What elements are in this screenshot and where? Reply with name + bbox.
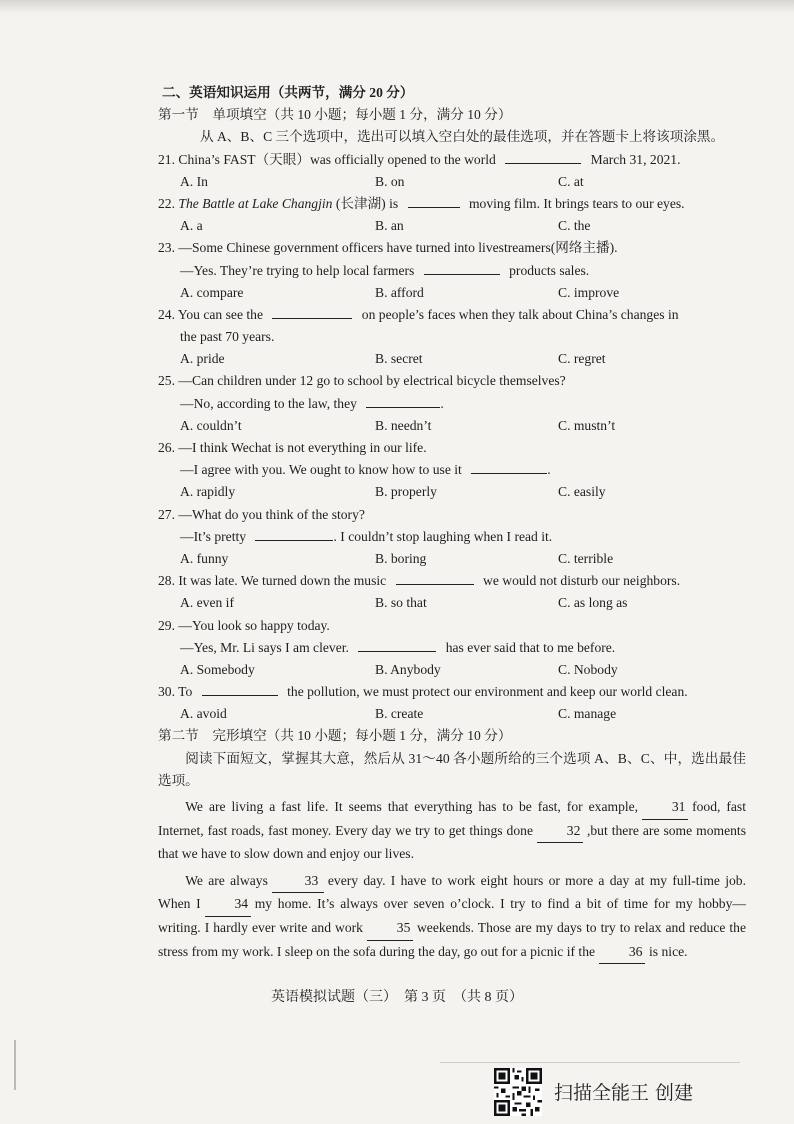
q22-film-title: The Battle at Lake Changjin [178,195,333,211]
cloze-p2-b: every day. I have to work eight hours or more a day at my full-time job. When I [158,872,746,912]
q21-stem-a: China’s FAST（天眼）was officially opened to the world [178,151,496,167]
q25-option-c: C. mustn’t [558,417,616,433]
question-28 [158,570,758,592]
q25-line2-b: . [440,395,444,411]
q27-options [158,548,758,570]
q28-blank [396,572,474,585]
part2-instruction: 阅读下面短文，掌握其大意，然后从 31～40 各小题所给的三个选项 A、B、C、中，选出最佳选项。 [158,750,746,788]
question-24 [158,304,758,326]
q28-stem-b: we would not disturb our neighbors. [483,573,681,589]
q28-options [158,592,758,614]
q26-options [158,481,758,503]
q23-number: 23. [158,240,175,256]
q23-line2-b: products sales. [509,262,590,278]
q29-line2-b: has ever said that to me before. [445,639,616,655]
q25-options [158,415,758,437]
q28-option-c: C. as long as [558,595,628,611]
q22-blank [408,195,460,208]
cloze-blank-32: 32 [537,820,583,844]
q29-options [158,659,758,681]
q30-number: 30. [158,684,175,700]
q23-line2-a: —Yes. They’re trying to help local farmers [180,262,415,278]
q25-line2-a: —No, according to the law, they [180,395,357,411]
q27-option-b: B. boring [375,550,427,566]
cloze-blank-33: 33 [272,870,324,894]
q26-option-a: A. rapidly [180,484,236,500]
q26-line2-a: —I agree with you. We ought to know how to use it [180,462,462,478]
q28-option-a: A. even if [180,595,234,611]
q25-option-a: A. couldn’t [180,417,242,433]
q30-blank [202,683,278,696]
q27-line1: —What do you think of the story? [178,506,365,522]
question-29 [158,615,758,637]
section-title: 二、英语知识运用（共两节，满分 20 分） [162,85,414,100]
q24-number: 24. [158,306,175,322]
scanner-watermark: 扫描全能王 创建 [554,1082,694,1104]
q29-blank [358,639,436,652]
cloze-p1-c: ,but there are some moments that we have to slow down and enjoy our lives. [158,822,746,862]
cloze-p2-d: weekends. Those are my days to try to relax and reduce the stress from my work. I sleep on the sofa during the day, go out for a picnic if the [158,920,747,959]
question-30 [158,681,758,703]
q23-option-a: A. compare [180,284,244,300]
page-content [158,82,758,964]
q27-line2-b: . I couldn’t stop laughing when I read it. [333,528,553,544]
q25-line1: —Can children under 12 go to school by electrical bicycle themselves? [178,373,566,389]
q24-option-b: B. secret [375,351,423,367]
q29-response [158,637,758,659]
question-21 [158,149,758,171]
q23-option-b: B. afford [375,284,424,300]
q25-number: 25. [158,373,175,389]
cloze-p2-c: my home. It’s always over seven o’clock. I try to find a bit of time for my hobby—writing. I hardly ever write and work [158,896,746,935]
q21-blank [505,151,581,164]
q30-option-b: B. create [375,706,424,722]
cloze-p2-a: We are always [185,872,268,888]
q26-blank [471,461,547,474]
cloze-p2-e: is nice. [649,943,688,959]
q27-line2-a: —It’s pretty [180,528,247,544]
q27-response [158,526,758,548]
q27-blank [255,528,333,541]
q22-stem-a2: (长津湖) is [332,195,399,211]
qr-code-icon [494,1068,542,1116]
q28-number: 28. [158,573,175,589]
q29-option-b: B. Anybody [375,661,441,677]
question-25 [158,370,758,392]
q24-stem-b: on people’s faces when they talk about China’s changes in [361,306,679,322]
q26-option-c: C. easily [558,484,606,500]
q29-option-c: C. Nobody [558,661,618,677]
q25-blank [366,395,440,408]
q29-number: 29. [158,617,175,633]
cloze-p1-a: We are living a fast life. It seems that everything has to be fast, for example, [185,799,639,815]
question-26 [158,437,758,459]
q21-stem-b: March 31, 2021. [590,151,681,167]
scan-edge-mark [14,1040,16,1090]
cloze-paragraph-2 [158,870,746,964]
cloze-blank-31: 31 [642,796,688,820]
q21-number: 21. [158,151,175,167]
q22-number: 22. [158,195,175,211]
question-27 [158,504,758,526]
q24-option-a: A. pride [180,351,225,367]
q23-option-c: C. improve [558,284,620,300]
q23-blank [424,262,500,275]
q21-options [158,171,758,193]
part1-instruction: 从 A、B、C 三个选项中，选出可以填入空白处的最佳选项，并在答题卡上将该项涂黑。 [200,129,725,145]
part1-title: 第一节 单项填空（共 10 小题；每小题 1 分，满分 10 分） [158,107,512,123]
cloze-blank-34: 34 [205,893,251,917]
q22-stem-b: moving film. It brings tears to our eyes. [468,195,685,211]
q21-option-c: C. at [558,173,584,189]
q27-number: 27. [158,506,175,522]
q22-option-b: B. an [375,218,404,234]
q30-stem-b: the pollution, we must protect our environment and keep our world clean. [287,684,688,700]
q28-option-b: B. so that [375,595,427,611]
q24-option-c: C. regret [558,351,606,367]
q24-blank [272,306,352,319]
q24-stem-a: You can see the [177,306,263,322]
scan-shadow [0,0,794,14]
q29-line2-a: —Yes, Mr. Li says I am clever. [180,639,349,655]
footer-divider [440,1062,740,1063]
part2-title: 第二节 完形填空（共 10 小题；每小题 1 分，满分 10 分） [158,728,512,744]
q28-stem-a: It was late. We turned down the music [178,573,387,589]
q21-option-b: B. on [375,173,405,189]
q26-line2-b: . [547,462,551,478]
q21-option-a: A. In [180,173,208,189]
question-22 [158,193,758,215]
q25-response [158,393,758,415]
q26-response [158,459,758,481]
q26-option-b: B. properly [375,484,437,500]
q22-option-a: A. a [180,218,203,234]
q30-option-c: C. manage [558,706,617,722]
q30-stem-a: To [178,684,193,700]
q24-options [158,348,758,370]
cloze-blank-35: 35 [367,917,413,941]
q26-line1: —I think Wechat is not everything in our life. [178,440,427,455]
q25-option-b: B. needn’t [375,417,432,433]
q24-stem-c: the past 70 years. [180,329,275,345]
q27-option-c: C. terrible [558,550,614,566]
q23-response [158,260,758,282]
cloze-paragraph-1 [158,796,746,866]
q26-number: 26. [158,440,175,455]
q23-options [158,282,758,304]
cloze-p1-b: food, fast Internet, fast roads, fast money. Every day we try to get things done [158,799,747,838]
q30-option-a: A. avoid [180,706,227,722]
q27-option-a: A. funny [180,550,229,566]
q29-option-a: A. Somebody [180,661,255,677]
page-footer: 英语模拟试题（三） 第 3 页 （共 8 页） [271,990,523,1005]
cloze-blank-36: 36 [599,941,645,965]
q22-options [158,215,758,237]
q23-line1: —Some Chinese government officers have turned into livestreamers(网络主播). [178,240,618,256]
q30-options [158,703,758,725]
q29-line1: —You look so happy today. [178,617,330,633]
q22-option-c: C. the [558,218,591,234]
question-23 [158,237,758,259]
